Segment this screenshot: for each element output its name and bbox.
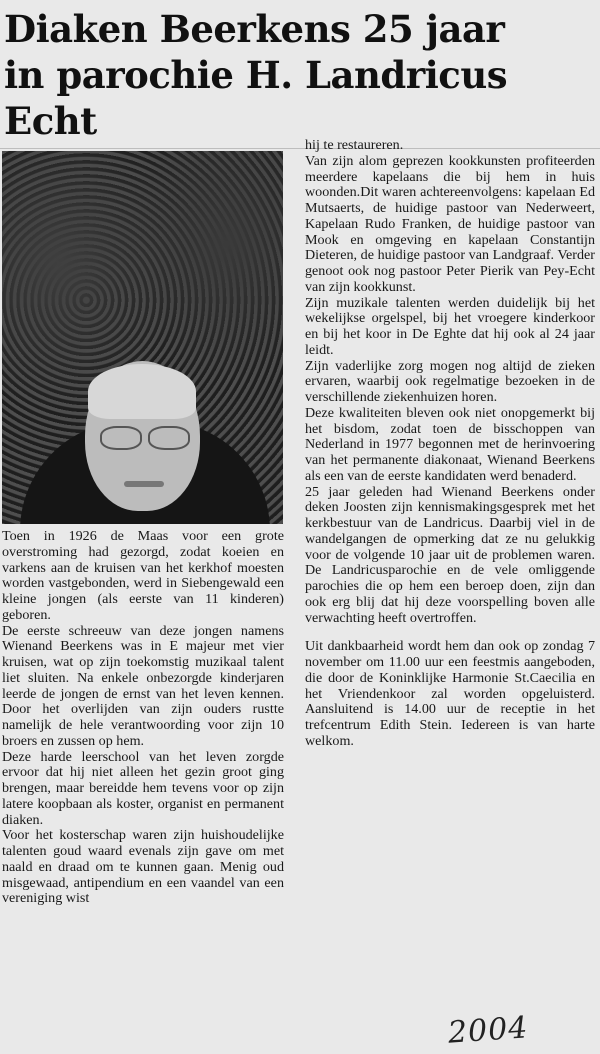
paragraph: Voor het kosterschap waren zijn huishoudelijke talenten goud waard evenals zijn gave om met naald en draad om te kunnen gaan. Menig oud misgewaad, antipendium en een vaandel van een vereniging wist: [2, 827, 284, 907]
paragraph: De eerste schreeuw van deze jongen namens Wienand Beerkens was in E majeur met vier kruisen, wat op zijn toekomstig muzikaal talent liet sluiten. Na enkele onbezorgde kinderjaren leerde de jongen de ernst van het leven kennen. Door het overlijden van zijn ouders rustte namelijk de hele verantwoording voor zijn 10 broers en zussen op hem.: [2, 622, 284, 749]
paragraph: Deze kwaliteiten bleven ook niet onopgemerkt bij het bisdom, zodat toen de bisschoppen van Nederland in 1977 begonnen met de herinvoering van het permanente diakonaat, Wienand Beerkens als een van de eerste kandidaten werd benaderd.: [305, 404, 595, 484]
paragraph: Van zijn alom geprezen kookkunsten profiteerden meerdere kapelaans die bij hem in huis woonden.Dit waren achtereenvolgens: kapelaan Ed Mutsaerts, de huidige pastoor van Nederweert, Kapelaan Rudo Franken, de huidige pastoor van Mook en omgeving en kapelaan Constantijn Dieteren, de huidige pastoor van Landgraaf. Verder genoot ook nog pastoor Peter Pierik van Pey-Echt van zijn kookkunst.: [305, 152, 595, 295]
paragraph: Zijn muzikale talenten werden duidelijk bij het wekelijkse orgelspel, bij het vroegere kinderkoor en bij het koor in De Eghte dat hij ook al 24 jaar leidt.: [305, 294, 595, 358]
paragraph: hij te restaureren.: [305, 137, 404, 153]
photo-hair: [88, 364, 196, 419]
paragraph: Deze harde leerschool van het leven zorgde ervoor dat hij niet alleen het gezin groot ging brengen, maar bereidde hem tevens voor op zijn latere koopbaan als koster, organist en permanent diaken.: [2, 748, 284, 828]
headline-line: Diaken Beerkens 25 jaar: [4, 7, 505, 51]
handwritten-year: 2004: [446, 1010, 530, 1051]
photo-mouth: [124, 481, 164, 487]
headline-line: Echt: [4, 99, 97, 143]
article-column-left: [2, 529, 284, 907]
portrait-photo: [2, 151, 283, 524]
article-column-right: [305, 138, 595, 750]
paragraph: Zijn vaderlijke zorg mogen nog altijd de zieken ervaren, waarbij ook regelmatige bezoeken in de verschillende ziekenhuizen horen.: [305, 357, 595, 405]
headline: [4, 6, 594, 144]
paragraph: 25 jaar geleden had Wienand Beerkens onder deken Joosten zijn kennismakingsgesprek met het kerkbestuur van de Landricus. Daarbij viel in de wandelgangen de opmerking dat ze nu gelukkig voor de volgende 10 jaar uit de problemen waren. De Landricusparochie en de vele omliggende parochies die op hem een beroep doen, zijn dan ook erg blij dat hij deze voorspelling boven alle verwachting heeft overtroffen.: [305, 483, 595, 626]
paragraph: Uit dankbaarheid wordt hem dan ook op zondag 7 november om 11.00 uur een feestmis aangeboden, die door de Koninklijke Harmonie St.Caecilia en het Vriendenkoor zal worden opgeluisterd. Aansluitend is 14.00 uur de receptie in het trefcentrum Edith Stein. Iedereen is van harte welkom.: [305, 638, 595, 749]
photo-glasses: [100, 426, 190, 448]
headline-line: in parochie H. Landricus: [4, 53, 508, 97]
paragraph: Toen in 1926 de Maas voor een grote overstroming had gezorgd, zodat koeien en varkens aan de kruisen van het kerkhof moesten worden vastgebonden, werd in Siebengewald een kleine jongen (als eerste van 11 kinderen) geboren.: [2, 528, 284, 623]
